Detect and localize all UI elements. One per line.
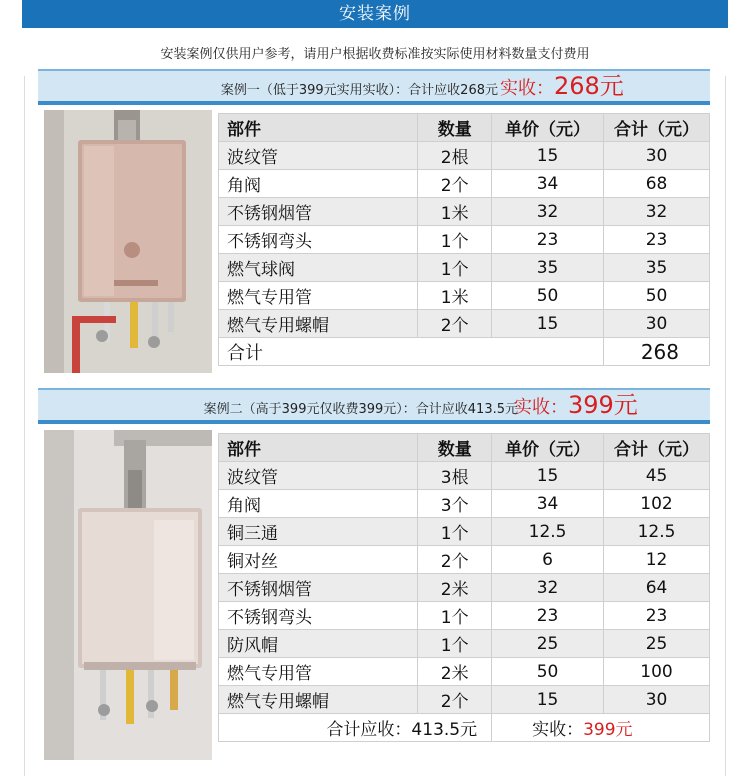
cell-total: 64 bbox=[604, 574, 710, 602]
cell-total: 25 bbox=[604, 630, 710, 658]
case2-title: 案例二（高于399元仅收费399元）：合计应收413.5元 bbox=[203, 402, 518, 417]
cell-price: 32 bbox=[492, 574, 604, 602]
cell-total: 23 bbox=[604, 226, 710, 254]
cell-price: 23 bbox=[492, 602, 604, 630]
cell-qty: 2个 bbox=[418, 170, 492, 198]
cell-qty: 2个 bbox=[418, 546, 492, 574]
case2-parts-table bbox=[218, 433, 710, 742]
table-row bbox=[219, 254, 710, 282]
cell-part: 不锈钢烟管 bbox=[219, 574, 418, 602]
water-heater-photo-2 bbox=[44, 430, 212, 760]
cell-qty: 1米 bbox=[418, 282, 492, 310]
case1-header bbox=[38, 69, 710, 105]
cell-total: 30 bbox=[604, 686, 710, 714]
col-header-price: 单价（元） bbox=[492, 114, 604, 142]
cell-part: 铜对丝 bbox=[219, 546, 418, 574]
table-row bbox=[219, 310, 710, 338]
table-row bbox=[219, 490, 710, 518]
cell-total: 32 bbox=[604, 198, 710, 226]
cell-price: 15 bbox=[492, 310, 604, 338]
cell-total: 45 bbox=[604, 462, 710, 490]
total-label: 合计 bbox=[219, 338, 604, 366]
cell-part: 不锈钢弯头 bbox=[219, 602, 418, 630]
cell-total: 102 bbox=[604, 490, 710, 518]
cell-total: 30 bbox=[604, 142, 710, 170]
cell-price: 12.5 bbox=[492, 518, 604, 546]
case2-paid-value: 399元 bbox=[568, 391, 638, 419]
cell-qty: 1个 bbox=[418, 630, 492, 658]
paid-footer bbox=[492, 714, 710, 742]
case2-paid bbox=[514, 390, 638, 423]
water-heater-photo-1 bbox=[44, 110, 212, 373]
cell-price: 15 bbox=[492, 462, 604, 490]
cell-total: 30 bbox=[604, 310, 710, 338]
cell-part: 燃气球阀 bbox=[219, 254, 418, 282]
cell-qty: 2根 bbox=[418, 142, 492, 170]
cell-price: 35 bbox=[492, 254, 604, 282]
total-row bbox=[219, 338, 710, 366]
col-header-part: 部件 bbox=[219, 114, 418, 142]
cell-qty: 2个 bbox=[418, 310, 492, 338]
table-row bbox=[219, 198, 710, 226]
cell-part: 不锈钢烟管 bbox=[219, 198, 418, 226]
cell-price: 15 bbox=[492, 142, 604, 170]
case1-paid bbox=[500, 71, 624, 104]
table-row bbox=[219, 574, 710, 602]
cell-qty: 1个 bbox=[418, 254, 492, 282]
table-row bbox=[219, 630, 710, 658]
cell-qty: 3根 bbox=[418, 462, 492, 490]
cell-price: 23 bbox=[492, 226, 604, 254]
cell-price: 25 bbox=[492, 630, 604, 658]
table-header-row bbox=[219, 114, 710, 142]
table-row bbox=[219, 142, 710, 170]
case1-paid-label: 实收： bbox=[500, 78, 554, 99]
case1-photo bbox=[44, 110, 212, 373]
case2-photo bbox=[44, 430, 212, 760]
col-header-price: 单价（元） bbox=[492, 434, 604, 462]
table-row bbox=[219, 518, 710, 546]
cell-total: 100 bbox=[604, 658, 710, 686]
cell-total: 50 bbox=[604, 282, 710, 310]
page-title: 安装案例 bbox=[22, 0, 728, 28]
table-row bbox=[219, 658, 710, 686]
table-row bbox=[219, 546, 710, 574]
install-note: 安装案例仅供用户参考，请用户根据收费标准按实际使用材料数量支付费用 bbox=[160, 47, 590, 62]
cell-qty: 1个 bbox=[418, 518, 492, 546]
cell-part: 燃气专用管 bbox=[219, 658, 418, 686]
table-row bbox=[219, 282, 710, 310]
col-header-total: 合计（元） bbox=[604, 434, 710, 462]
table-row bbox=[219, 462, 710, 490]
total-row bbox=[219, 714, 710, 742]
cell-part: 燃气专用管 bbox=[219, 282, 418, 310]
cell-part: 铜三通 bbox=[219, 518, 418, 546]
table-row bbox=[219, 226, 710, 254]
table-row bbox=[219, 686, 710, 714]
case2-paid-label: 实收： bbox=[514, 397, 568, 418]
col-header-qty: 数量 bbox=[418, 114, 492, 142]
cell-price: 34 bbox=[492, 170, 604, 198]
cell-price: 6 bbox=[492, 546, 604, 574]
cell-price: 32 bbox=[492, 198, 604, 226]
paid-footer-label: 实收： bbox=[532, 720, 584, 740]
cell-total: 12.5 bbox=[604, 518, 710, 546]
cell-qty: 2个 bbox=[418, 686, 492, 714]
cell-part: 角阀 bbox=[219, 170, 418, 198]
cell-price: 50 bbox=[492, 282, 604, 310]
cell-qty: 2米 bbox=[418, 658, 492, 686]
col-header-part: 部件 bbox=[219, 434, 418, 462]
cell-part: 波纹管 bbox=[219, 142, 418, 170]
cell-qty: 1个 bbox=[418, 226, 492, 254]
total-value: 268 bbox=[604, 338, 710, 366]
cell-qty: 1米 bbox=[418, 198, 492, 226]
cell-price: 34 bbox=[492, 490, 604, 518]
case1-title: 案例一（低于399元实用实收）：合计应收268元 bbox=[220, 83, 498, 98]
table-row bbox=[219, 602, 710, 630]
cell-qty: 1个 bbox=[418, 602, 492, 630]
cell-part: 角阀 bbox=[219, 490, 418, 518]
cell-qty: 3个 bbox=[418, 490, 492, 518]
cell-part: 燃气专用螺帽 bbox=[219, 686, 418, 714]
case1-parts-table bbox=[218, 113, 710, 366]
paid-footer-value: 399元 bbox=[583, 720, 633, 740]
col-header-total: 合计（元） bbox=[604, 114, 710, 142]
cell-part: 防风帽 bbox=[219, 630, 418, 658]
cell-part: 燃气专用螺帽 bbox=[219, 310, 418, 338]
cell-price: 50 bbox=[492, 658, 604, 686]
cell-total: 12 bbox=[604, 546, 710, 574]
sum-label: 合计应收：413.5元 bbox=[219, 714, 492, 742]
col-header-qty: 数量 bbox=[418, 434, 492, 462]
case2-header bbox=[38, 388, 710, 424]
table-row bbox=[219, 170, 710, 198]
cell-qty: 2米 bbox=[418, 574, 492, 602]
cell-price: 15 bbox=[492, 686, 604, 714]
cell-total: 35 bbox=[604, 254, 710, 282]
cell-part: 不锈钢弯头 bbox=[219, 226, 418, 254]
table-header-row bbox=[219, 434, 710, 462]
cell-part: 波纹管 bbox=[219, 462, 418, 490]
case1-paid-value: 268元 bbox=[554, 72, 624, 100]
cell-total: 68 bbox=[604, 170, 710, 198]
cell-total: 23 bbox=[604, 602, 710, 630]
